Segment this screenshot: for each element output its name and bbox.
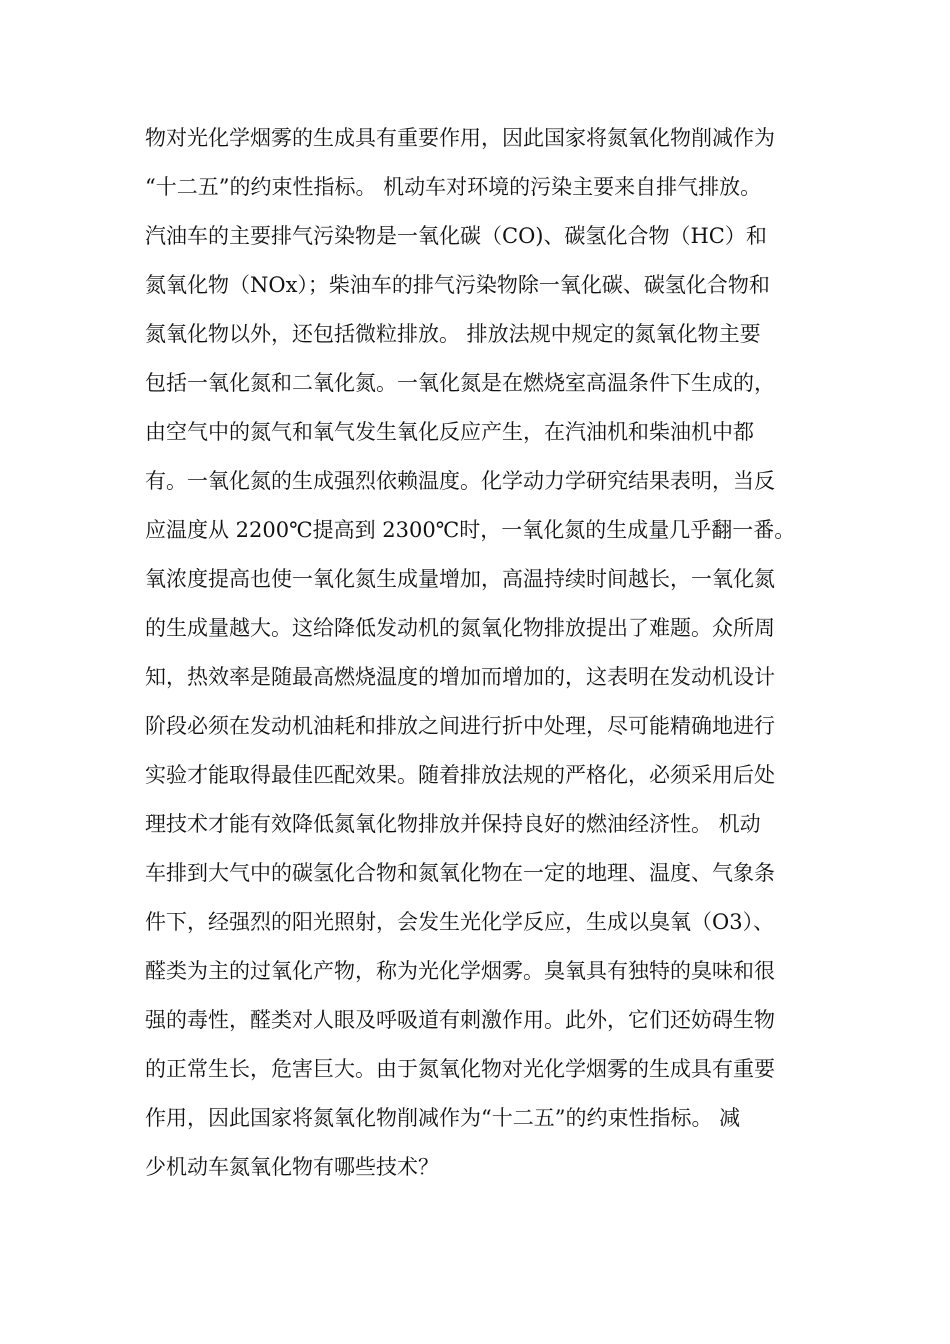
text-line: 由空气中的氮气和氧气发生氧化反应产生，在汽油机和柴油机中都 [145,420,754,444]
text-line: “十二五”的约束性指标。 机动车对环境的污染主要来自排气排放。 [145,175,762,199]
text-line: 阶段必须在发动机油耗和排放之间进行折中处理，尽可能精确地进行 [145,714,775,738]
text-line: 的生成量越大。这给降低发动机的氮氧化物排放提出了难题。众所周 [145,616,775,640]
text-line: 醛类为主的过氧化产物，称为光化学烟雾。臭氧具有独特的臭味和很 [145,959,775,983]
text-line: 物对光化学烟雾的生成具有重要作用，因此国家将氮氧化物削减作为 [145,126,775,150]
text-line: 理技术才能有效降低氮氧化物排放并保持良好的燃油经济性。 机动 [145,812,761,836]
text-line: 的正常生长，危害巨大。由于氮氧化物对光化学烟雾的生成具有重要 [145,1057,775,1081]
text-line: 少机动车氮氧化物有哪些技术？ [145,1155,439,1179]
text-line: 汽油车的主要排气污染物是一氧化碳（CO)、碳氢化合物（HC）和 [145,224,767,248]
text-line: 实验才能取得最佳匹配效果。随着排放法规的严格化，必须采用后处 [145,763,775,787]
text-line: 氧浓度提高也使一氧化氮生成量增加，高温持续时间越长，一氧化氮 [145,567,775,591]
text-line: 件下，经强烈的阳光照射，会发生光化学反应，生成以臭氧（O3）、 [145,910,775,934]
text-line: 车排到大气中的碳氢化合物和氮氧化物在一定的地理、温度、气象条 [145,861,775,885]
text-line: 应温度从 2200℃提高到 2300℃时，一氧化氮的生成量几乎翻一番。 [145,518,796,542]
text-line: 知，热效率是随最高燃烧温度的增加而增加的，这表明在发动机设计 [145,665,775,689]
text-line: 作用，因此国家将氮氧化物削减作为“十二五”的约束性指标。 减 [145,1106,741,1130]
text-line: 氮氧化物（NOx）；柴油车的排气污染物除一氧化碳、碳氢化合物和 [145,273,770,297]
body-text [145,114,811,1192]
text-line: 有。一氧化氮的生成强烈依赖温度。化学动力学研究结果表明，当反 [145,469,775,493]
text-line: 强的毒性，醛类对人眼及呼吸道有刺激作用。此外，它们还妨碍生物 [145,1008,775,1032]
text-line: 氮氧化物以外，还包括微粒排放。 排放法规中规定的氮氧化物主要 [145,322,761,346]
text-line: 包括一氧化氮和二氧化氮。一氧化氮是在燃烧室高温条件下生成的， [145,371,775,395]
